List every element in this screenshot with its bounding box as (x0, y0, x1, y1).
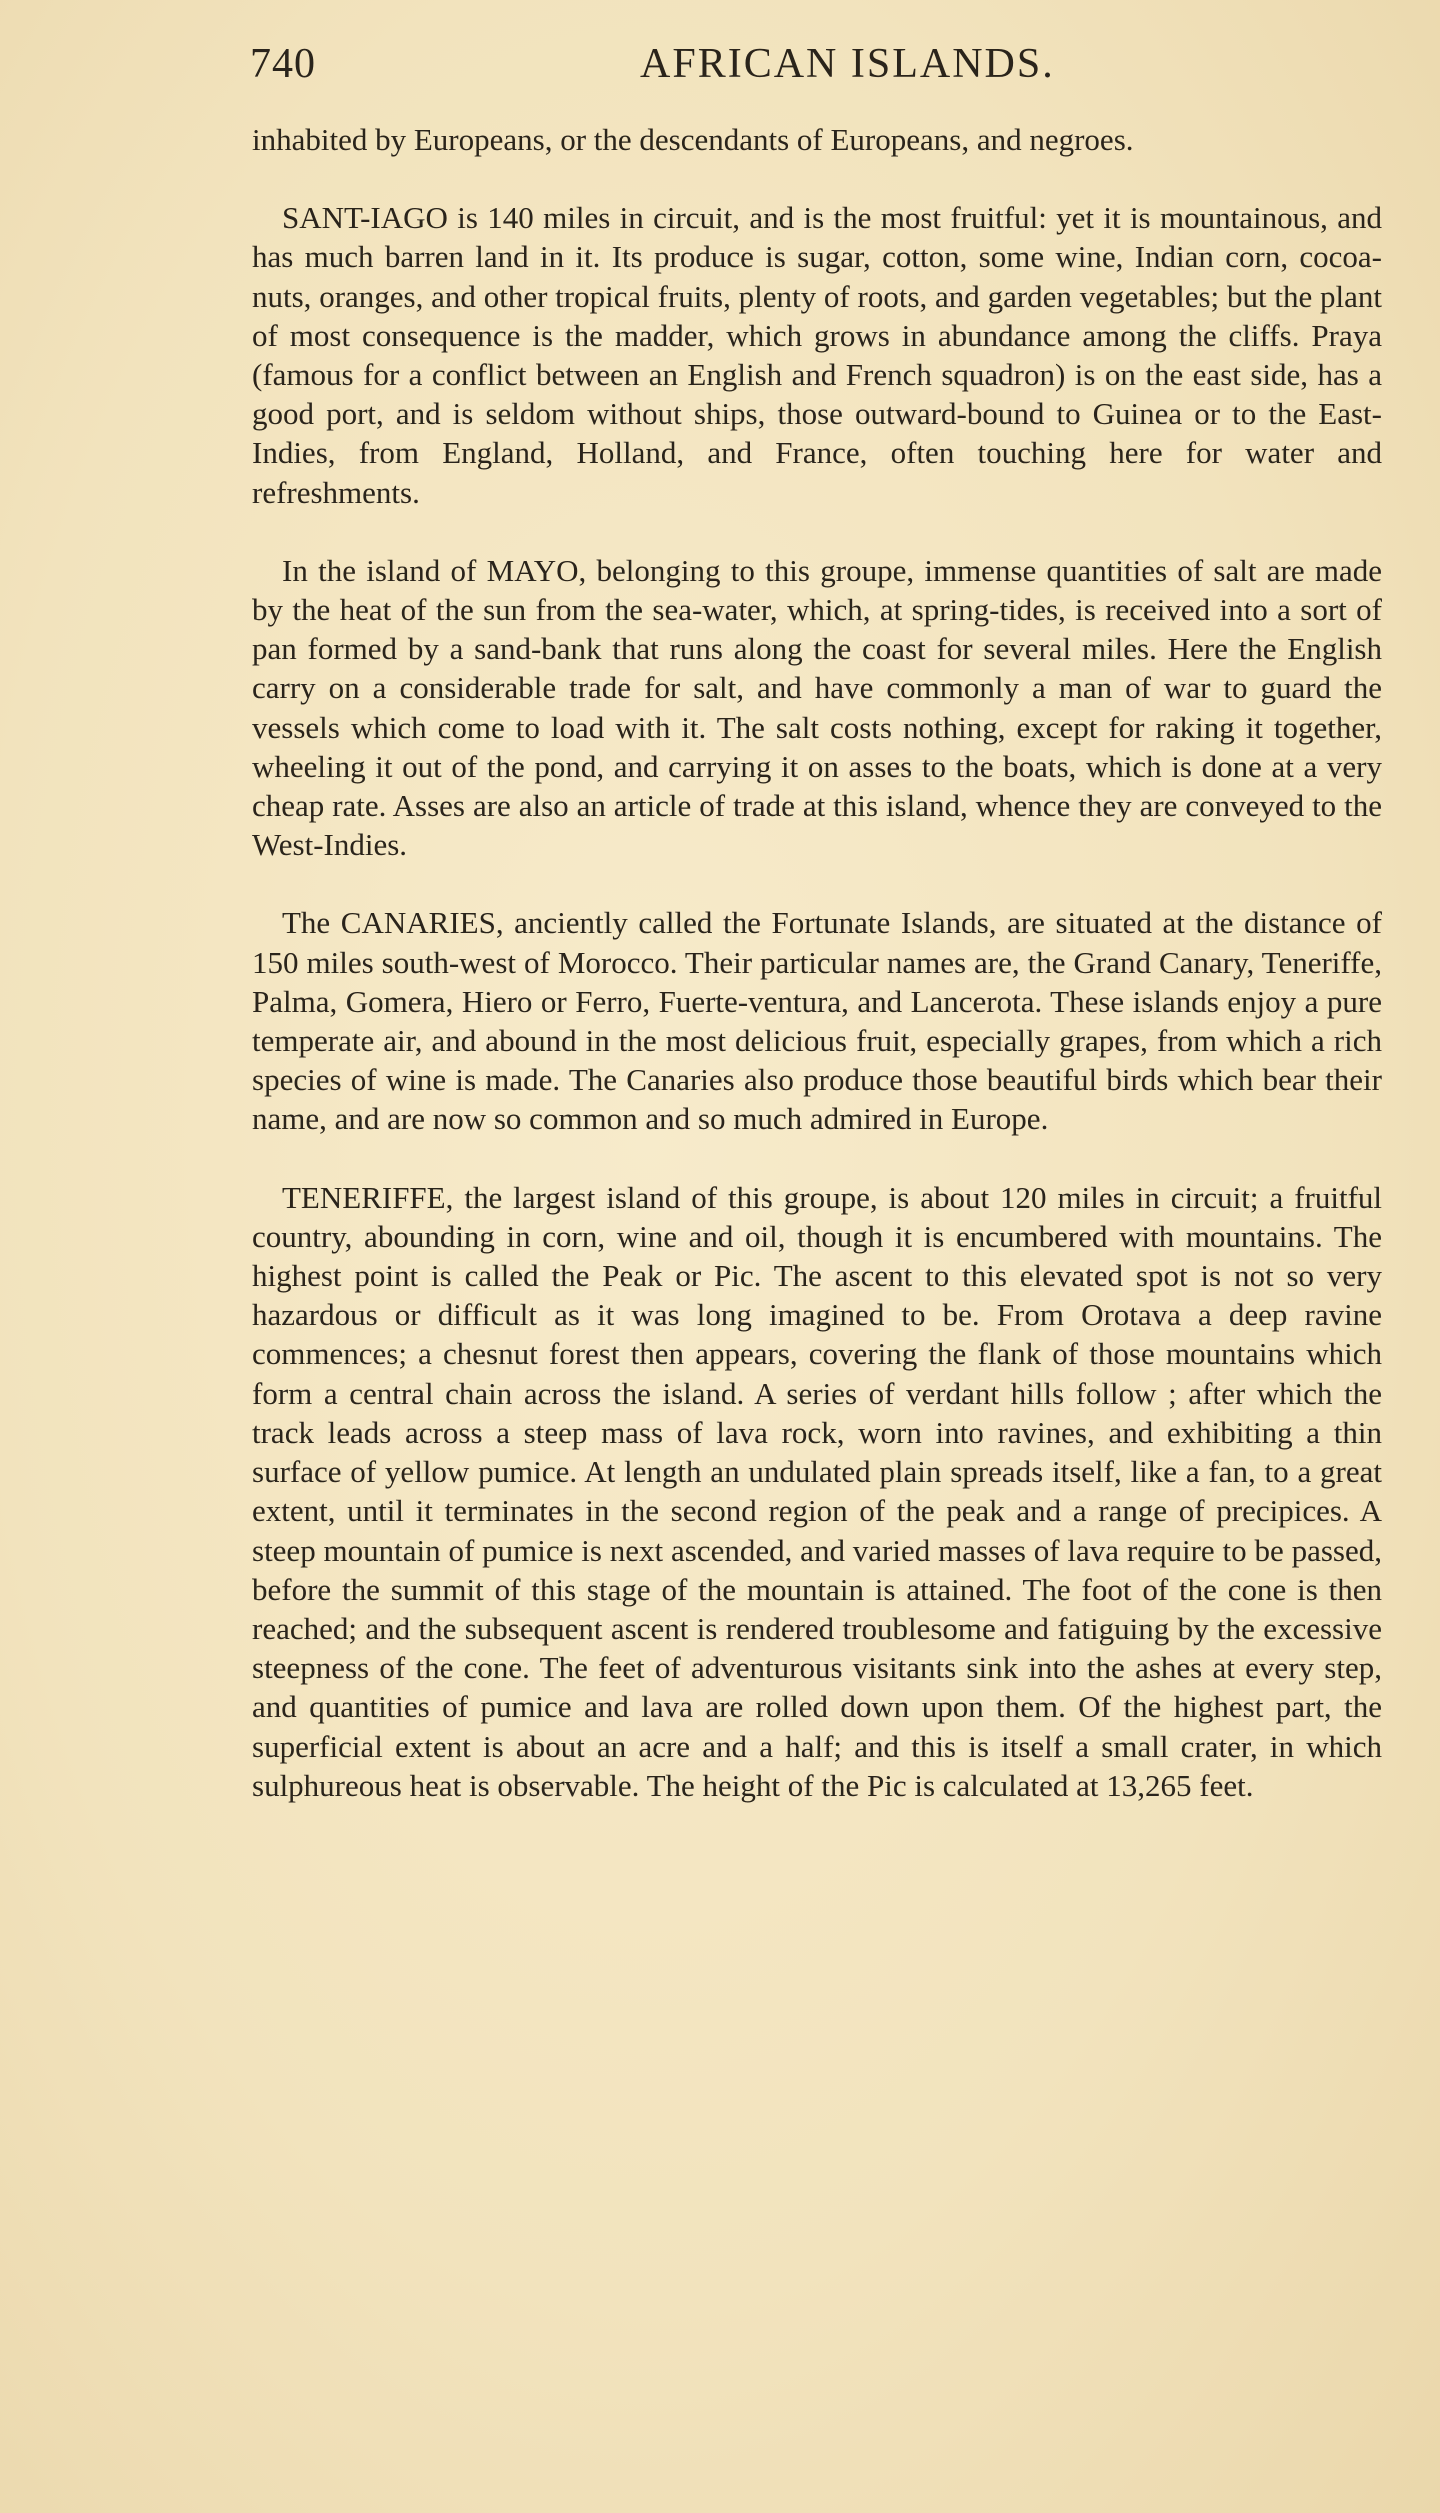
body-text (252, 120, 1382, 1844)
page-header (220, 40, 1370, 100)
paragraph-continuation: inhabited by Europeans, or the descendants of Europeans, and negroes. (252, 122, 1134, 157)
paragraph-canaries: The CANARIES, anciently called the Fortunate Islands, are situated at the distance of 150 miles south-west of Morocco. Their particular names are, the Grand Canary, Teneriffe, Palma, Gomera, Hiero or Ferro, Fuerte-ventura, and Lancerota. These islands enjoy a pure temperate air, and abound in the most delicious fruit, especially grapes, from which a rich species of wine is made. The Canaries also produce those beautiful birds which bear their name, and are now so common and so much admired in Europe. (252, 905, 1382, 1137)
paragraph-mayo: In the island of MAYO, belonging to this groupe, immense quantities of salt are made by the heat of the sun from the sea-water, which, at spring-tides, is received into a sort of pan formed by a sand-bank that runs along the coast for several miles. Here the English carry on a considerable trade for salt, and have commonly a man of war to guard the vessels which come to load with it. The salt costs nothing, except for raking it together, wheeling it out of the pond, and carrying it on asses to the boats, which is done at a very cheap rate. Asses are also an article of trade at this island, whence they are conveyed to the West-Indies. (252, 552, 1382, 863)
running-head: AFRICAN ISLANDS. (640, 41, 1055, 87)
paragraph-teneriffe: TENERIFFE, the largest island of this groupe, is about 120 miles in circuit; a fruitful country, abounding in corn, wine and oil, though it is encumbered with mountains. The highest point is called the Peak or Pic. The ascent to this elevated spot is not so very hazardous or difficult as it was long imagined to be. From Orotava a deep ravine commences; a chesnut forest then appears, covering the flank of those mountains which form a central chain across the island. A series of verdant hills follow ; after which the track leads across a steep mass of lava rock, worn into ravines, and exhibiting a thin surface of yellow pumice. At length an undulated plain spreads itself, like a fan, to a great extent, until it terminates in the second region of the peak and a range of precipices. A steep mountain of pumice is next ascended, and varied masses of lava require to be passed, before the summit of this stage of the mountain is attained. The foot of the cone is then reached; and the subsequent ascent is rendered troublesome and fatiguing by the excessive steepness of the cone. The feet of adventurous visitants sink into the ashes at every step, and quantities of pumice and lava are rolled down upon them. Of the highest part, the superficial extent is about an acre and a half; and this is itself a small crater, in which sulphureous heat is observable. The height of the Pic is calculated at 13,265 feet. (252, 1179, 1382, 1803)
paragraph-sant-iago: SANT-IAGO is 140 miles in circuit, and is the most fruitful: yet it is mountainous, and has much barren land in it. Its produce is sugar, cotton, some wine, Indian corn, cocoa-nuts, oranges, and other tropical fruits, plenty of roots, and garden vegetables; but the plant of most consequence is the madder, which grows in abundance among the cliffs. Praya (famous for a conflict between an English and French squadron) is on the east side, has a good port, and is seldom without ships, those outward-bound to Guinea or to the East-Indies, from England, Holland, and France, often touching here for water and refreshments. (252, 200, 1382, 510)
page-number: 740 (250, 41, 316, 87)
